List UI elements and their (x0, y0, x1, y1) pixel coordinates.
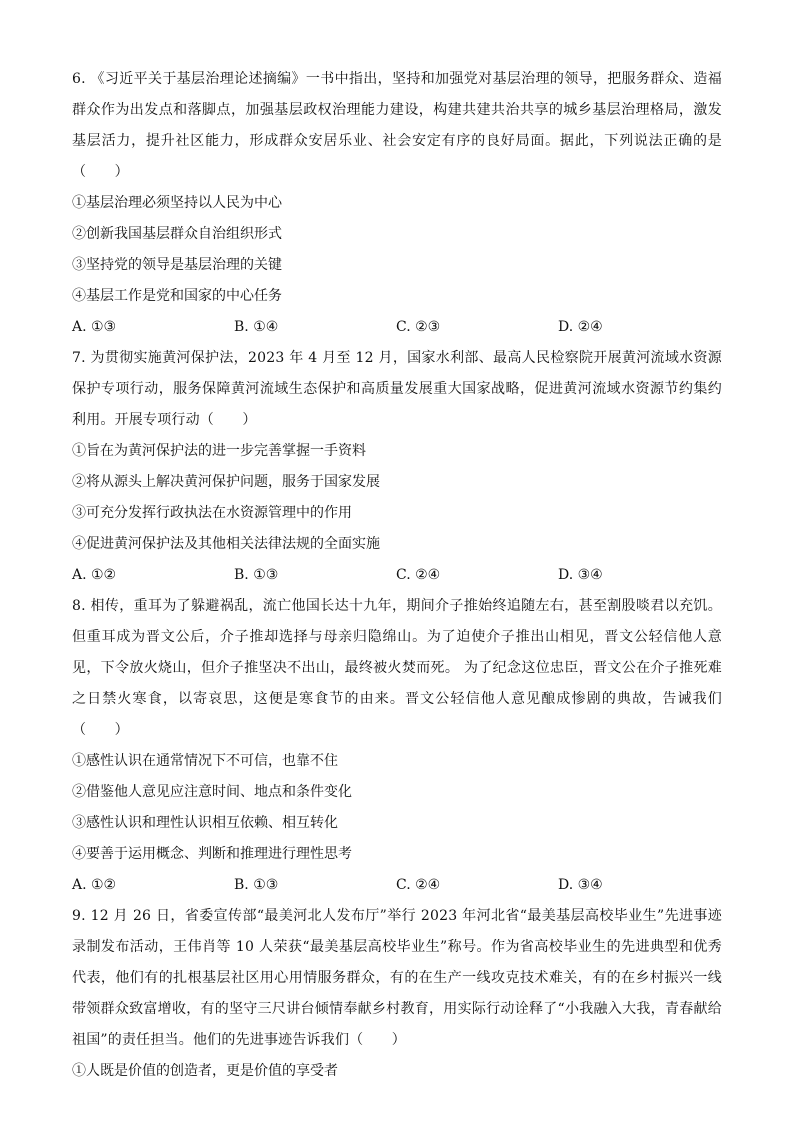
statement-4: ④促进黄河保护法及其他相关法律法规的全面实施 (72, 536, 380, 552)
choice-b: B. ①④ (234, 319, 279, 335)
question-8 (72, 591, 722, 901)
statement-4: ④基层工作是党和国家的中心任务 (72, 288, 282, 304)
answer-choices (72, 870, 722, 901)
statement-3: ③可充分发挥行政执法在水资源管理中的作用 (72, 505, 352, 521)
choice-c: C. ②③ (396, 319, 441, 335)
statement-1: ①旨在为黄河保护法的进一步完善掌握一手资料 (72, 443, 366, 459)
choice-c: C. ②④ (396, 567, 441, 583)
choice-b: B. ①③ (234, 567, 279, 583)
choice-c: C. ②④ (396, 877, 441, 893)
statement-1: ①基层治理必须坚持以人民为中心 (72, 195, 282, 211)
question-stem: 9. 12 月 26 日，省委宣传部“最美河北人发布厅”举行 2023 年河北省“最美基层高校毕业生”先进事迹录制发布活动，王伟肖等 10 人荣获“最美基层高校毕业生”称号。作为省高校毕业生的先进典型和优秀代表，他们有的扎根基层社区用心用情服务群众，有的在生产一线攻克技术难关，有的在乡村振兴一线带领群众致富增收，有的坚守三尺讲台倾情奉献乡村教育，用实际行动诠释了“小我融入大我，青春献给祖国”的责任担当。他们的先进事迹告诉我们（ ） (72, 908, 722, 1048)
question-stem: 7. 为贯彻实施黄河保护法，2023 年 4 月至 12 月，国家水利部、最高人民检察院开展黄河流域水资源保护专项行动，服务保障黄河流域生态保护和高质量发展重大国家战略，促进黄河流域水资源节约集约利用。开展专项行动（ ） (72, 350, 722, 428)
choice-a: A. ①③ (72, 319, 117, 335)
question-stem: 8. 相传，重耳为了躲避祸乱，流亡他国长达十九年，期间介子推始终追随左右，甚至割股啖君以充饥。但重耳成为晋文公后，介子推却选择与母亲归隐绵山。为了迫使介子推出山相见，晋文公轻信他人意见，下令放火烧山，但介子推坚决不出山，最终被火焚而死。 为了纪念这位忠臣，晋文公在介子推死难之日禁火寒食，以寄哀思，这便是寒食节的由来。晋文公轻信他人意见酿成惨剧的典故，告诫我们（ ） (72, 598, 722, 738)
question-stem: 6. 《习近平关于基层治理论述摘编》一书中指出，坚持和加强党对基层治理的领导，把服务群众、造福群众作为出发点和落脚点，加强基层政权治理能力建设，构建共建共治共享的城乡基层治理格局，激发基层活力，提升社区能力，形成群众安居乐业、社会安定有序的良好局面。据此，下列说法正确的是（ ） (72, 71, 722, 180)
answer-choices (72, 312, 722, 343)
choice-d: D. ③④ (558, 877, 603, 893)
statement-1: ①感性认识在通常情况下不可信，也靠不住 (72, 753, 338, 769)
statement-2: ②将从源头上解决黄河保护问题，服务于国家发展 (72, 474, 380, 490)
choice-d: D. ②④ (558, 319, 603, 335)
choice-a: A. ①② (72, 567, 117, 583)
answer-choices (72, 560, 722, 591)
question-7 (72, 343, 722, 591)
statement-4: ④要善于运用概念、判断和推理进行理性思考 (72, 846, 352, 862)
choice-b: B. ①③ (234, 877, 279, 893)
choice-a: A. ①② (72, 877, 117, 893)
statement-2: ②创新我国基层群众自治组织形式 (72, 226, 282, 242)
statement-1: ①人既是价值的创造者，更是价值的享受者 (72, 1063, 338, 1079)
question-9 (72, 901, 722, 1087)
choice-d: D. ③④ (558, 567, 603, 583)
statement-3: ③坚持党的领导是基层治理的关键 (72, 257, 282, 273)
question-6 (72, 64, 722, 343)
statement-3: ③感性认识和理性认识相互依赖、相互转化 (72, 815, 338, 831)
statement-2: ②借鉴他人意见应注意时间、地点和条件变化 (72, 784, 352, 800)
